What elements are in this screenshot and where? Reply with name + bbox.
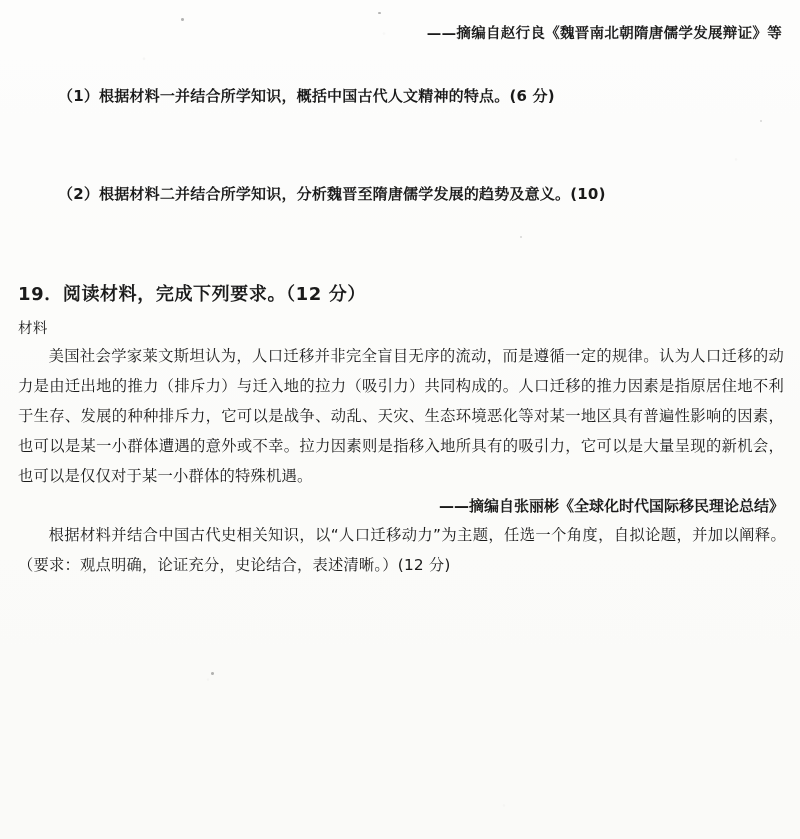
material-source-attribution: ——摘编自张丽彬《全球化时代国际移民理论总结》 [438,497,784,515]
sub-question-2: （2）根据材料二并结合所学知识，分析魏晋至隋唐儒学发展的趋势及意义。(10) [58,185,606,203]
scan-speck [211,672,214,675]
material-label: 材料 [18,321,48,337]
question-19-task-text: 根据材料并结合中国古代史相关知识，以“人口迁移动力”为主题，任选一个角度，自拟论题，并加以阐释。（要求：观点明确，论证充分，史论结合，表述清晰。）(12 分) [18,526,786,574]
question-19-heading: 19．阅读材料，完成下列要求。（12 分） [18,284,366,305]
scan-speck [181,18,184,21]
material-body-text: 美国社会学家莱文斯坦认为，人口迁移并非完全盲目无序的流动，而是遵循一定的规律。认为人口迁移的动力是由迁出地的推力（排斥力）与迁入地的拉力（吸引力）共同构成的。人口迁移的推力因素是指原居住地不利于生存、发展的种种排斥力，它可以是战争、动乱、天灾、生态环境恶化等对某一地区具有普遍性影响的因素，也可以是某一小群体遭遇的意外或不幸。拉力因素则是指移入地所具有的吸引力，它可以是大量呈现的新机会，也可以是仅仅对于某一小群体的特殊机遇。 [18,347,784,485]
scan-speck [520,236,522,238]
sub-question-1: （1）根据材料一并结合所学知识，概括中国古代人文精神的特点。(6 分) [58,87,555,105]
scan-speck [760,120,762,122]
top-source-attribution: ——摘编自赵行良《魏晋南北朝隋唐儒学发展辩证》等 [426,26,782,42]
scan-speck [378,12,381,14]
